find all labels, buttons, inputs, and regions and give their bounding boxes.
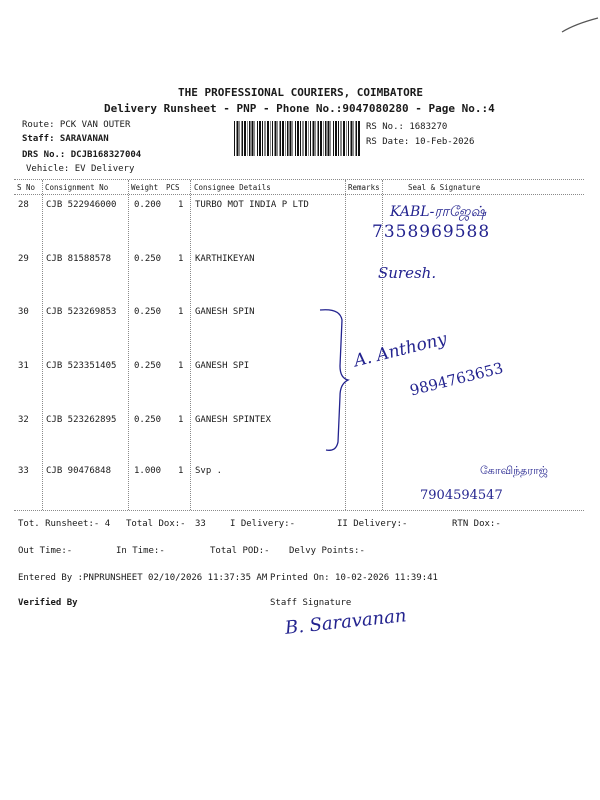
total-pod-label: Total POD:- [210,546,270,556]
row-weight: 0.250 [134,307,162,317]
column-header: Weight [131,183,159,192]
row-sno: 33 [18,466,29,476]
pen-mark [560,14,600,36]
handwritten-signature: கோவிந்தராஜ் [480,464,548,477]
printed-on: Printed On: 10-02-2026 11:39:41 [270,573,438,583]
company-title: THE PROFESSIONAL COURIERS, COIMBATORE [178,86,424,99]
handwritten-receiver-phone: 7904594547 [420,488,503,503]
vehicle-label: Vehicle: EV Delivery [26,164,135,174]
total-dox-value: 33 [195,519,206,529]
row-consignee: GANESH SPIN [195,307,255,317]
rs-date: RS Date: 10-Feb-2026 [366,137,475,147]
column-header: Seal & Signature [408,183,481,192]
rs-number: RS No.: 1683270 [366,122,448,132]
handwritten-receiver-phone: 9894763653 [408,358,505,400]
row-consignment: CJB 523269853 [46,307,117,317]
staff-handwritten-signature: B. Saravanan [284,605,408,639]
table-top-line [14,179,584,180]
row-weight: 0.250 [134,254,162,264]
row-consignee: KARTHIKEYAN [195,254,255,264]
runsheet-subtitle: Delivery Runsheet - PNP - Phone No.:9047080280 - Page No.:4 [104,102,495,115]
handwritten-receiver-phone: 7358969588 [372,222,491,242]
handwritten-signature: Suresh. [378,264,437,282]
column-header: Consignee Details [194,183,271,192]
row-weight: 0.250 [134,361,162,371]
row-consignment: CJB 523262895 [46,415,117,425]
column-header: Consignment No [45,183,109,192]
ii-delivery-label: II Delivery:- [337,519,408,529]
row-weight: 0.250 [134,415,162,425]
row-consignment: CJB 90476848 [46,466,112,476]
row-sno: 30 [18,307,29,317]
i-delivery-label: I Delivery:- [230,519,296,529]
out-time-label: Out Time:- [18,546,73,556]
row-consignee: GANESH SPI [195,361,250,371]
rtn-dox-label: RTN Dox:- [452,519,501,529]
handwritten-receiver-name: KABL-ராஜேஷ் [390,204,487,220]
row-pcs: 1 [178,200,184,210]
row-pcs: 1 [178,415,184,425]
col-divider [128,180,129,510]
row-consignment: CJB 522946000 [46,200,117,210]
entered-by: Entered By :PNPRUNSHEET 02/10/2026 11:37:35 AM [18,573,268,583]
row-consignee: GANESH SPINTEX [195,415,271,425]
col-divider [42,180,43,510]
row-pcs: 1 [178,466,184,476]
row-weight: 1.000 [134,466,162,476]
handwritten-signature: A. Anthony [352,329,449,372]
total-dox-label: Total Dox:- [126,519,186,529]
total-runsheet: Tot. Runsheet:- 4 [18,519,111,529]
table-header-line [14,194,584,195]
barcode [234,121,361,156]
row-sno: 29 [18,254,29,264]
staff-signature-label: Staff Signature [270,598,352,608]
row-sno: 28 [18,200,29,210]
grouping-bracket [318,306,350,456]
row-pcs: 1 [178,254,184,264]
row-pcs: 1 [178,307,184,317]
row-sno: 32 [18,415,29,425]
route-label: Route: PCK VAN OUTER [22,120,131,130]
column-header: S No [17,183,36,192]
table-bottom-line [14,510,584,511]
staff-label: Staff: SARAVANAN [22,134,109,144]
drs-number: DRS No.: DCJB168327004 [22,150,142,160]
row-weight: 0.200 [134,200,162,210]
column-header: Remarks [348,183,380,192]
row-sno: 31 [18,361,29,371]
in-time-label: In Time:- [116,546,165,556]
row-consignee: TURBO MOT INDIA P LTD [195,200,309,210]
col-divider [190,180,191,510]
column-header: PCS [166,183,180,192]
verified-by-label: Verified By [18,598,78,608]
row-consignment: CJB 81588578 [46,254,112,264]
row-consignment: CJB 523351405 [46,361,117,371]
delvy-points-label: Delvy Points:- [289,546,365,556]
row-consignee: Svp . [195,466,223,476]
row-pcs: 1 [178,361,184,371]
